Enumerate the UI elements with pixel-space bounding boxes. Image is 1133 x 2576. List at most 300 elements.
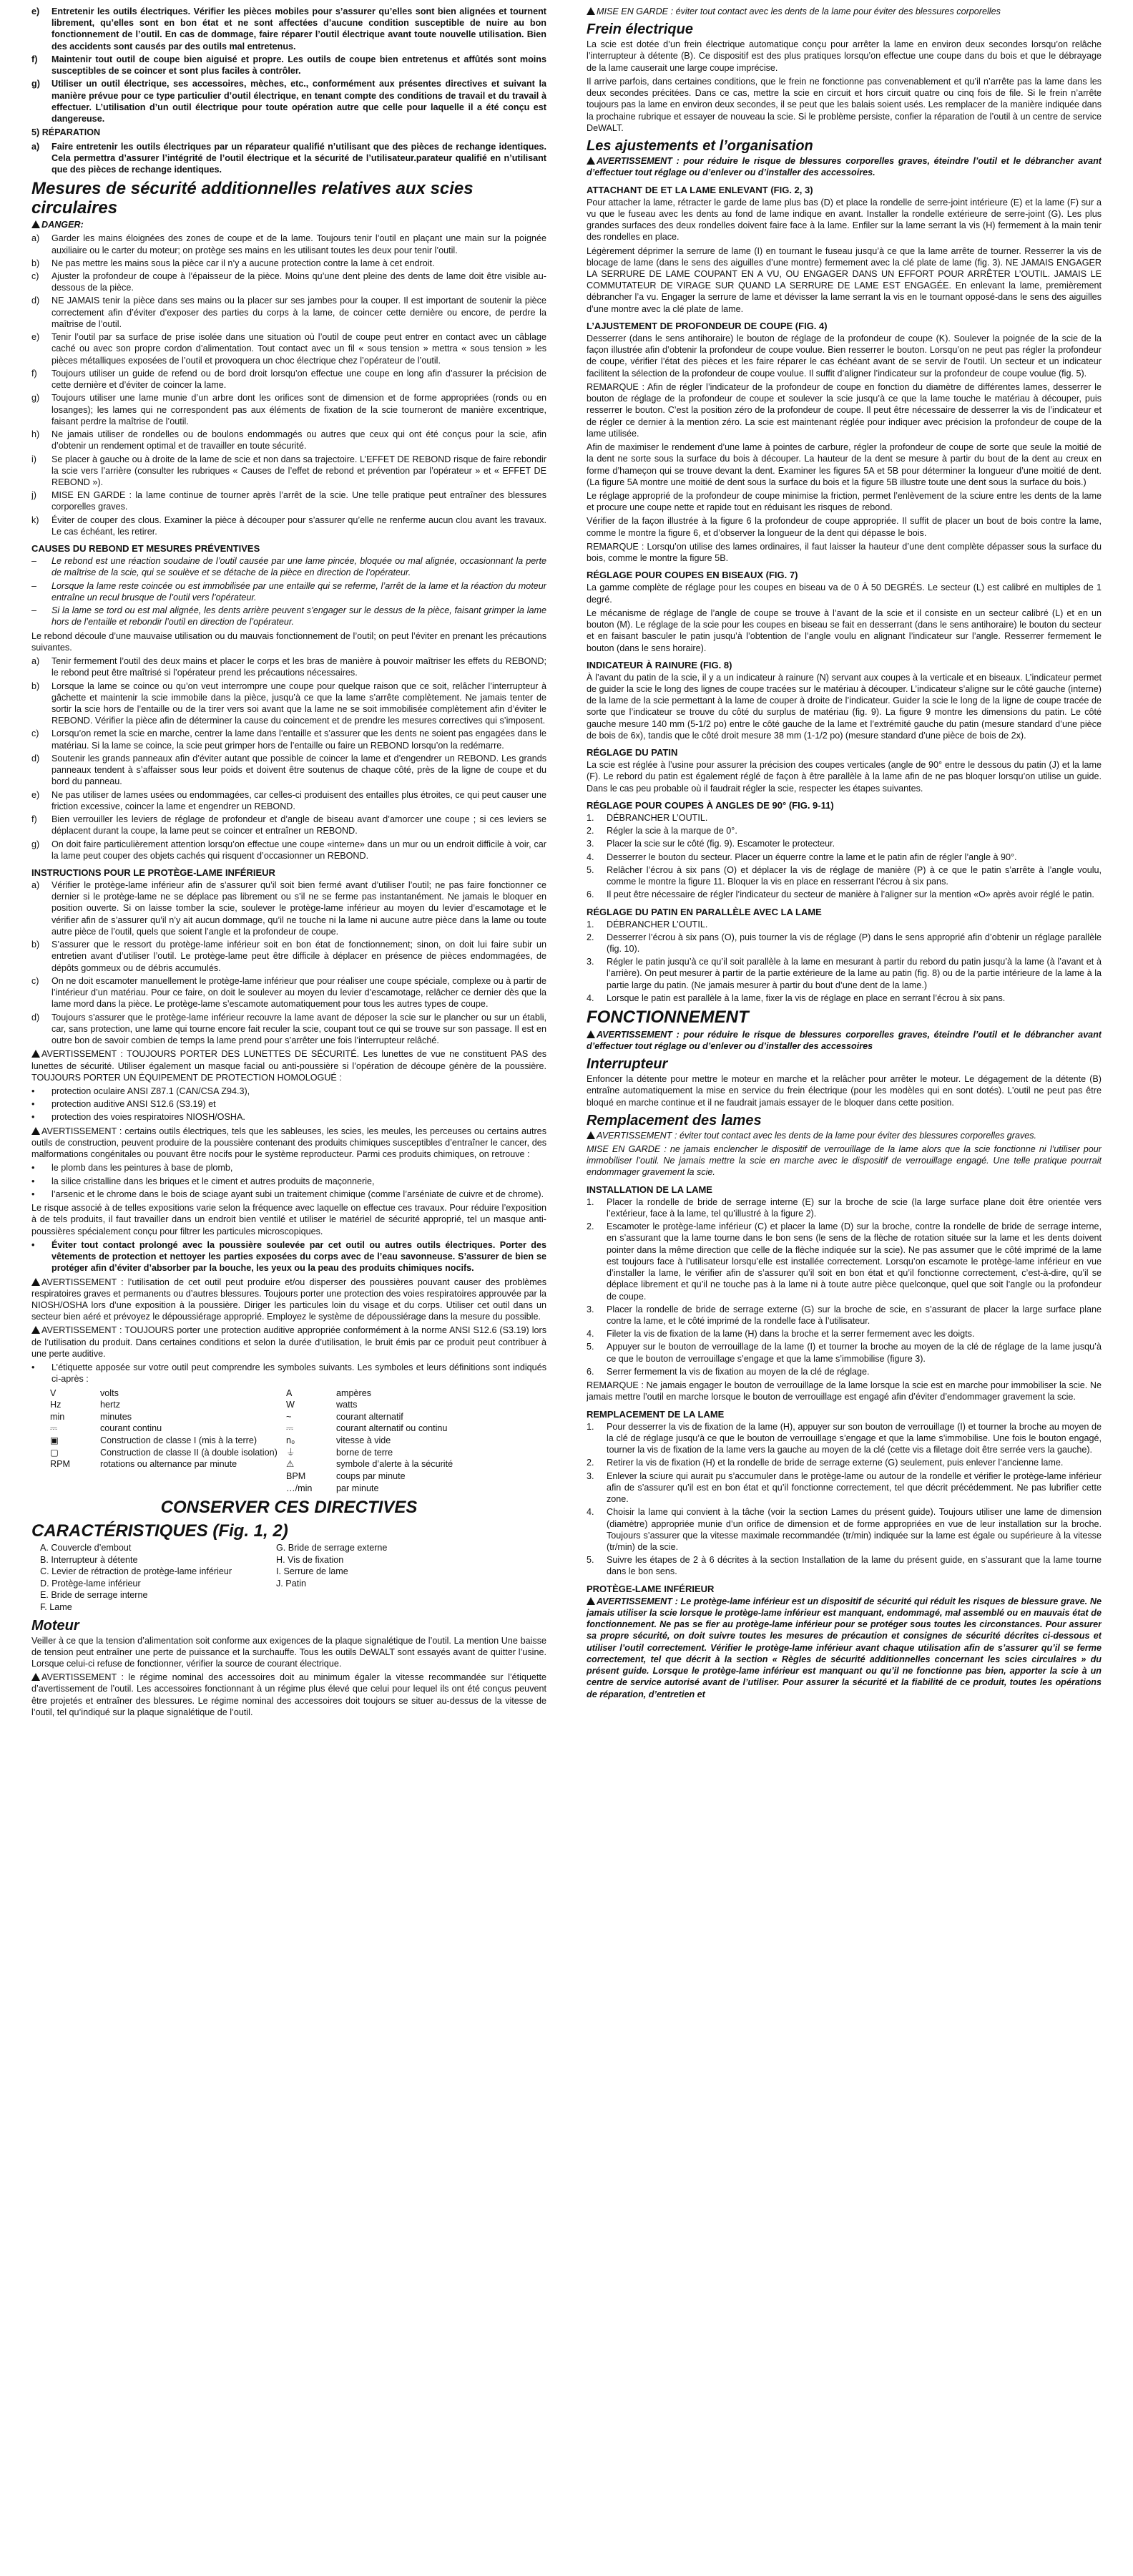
list-item-text: On doit faire particulièrement attention lorsqu’on effectue une coupe «interne» dans un mur ou un endroit difficile à voir, car la lame peut couper des objets cachés qui risquent d’occasionner un REBOND. — [52, 839, 546, 861]
interrupteur-paragraph: Enfoncer la détente pour mettre le moteur en marche et la relâcher pour arrêter le moteur. Le dégagement de la détente (B) entraîne automatiquement la mise en service du frein électrique (pour les modèles qui en sont dotés). L’outil ne peut pas être bloqué en marche continue et il ne faudrait jamais essayer de le bloquer dans cette position. — [587, 1074, 1102, 1108]
features-grid — [40, 1542, 546, 1614]
symbol-definition — [100, 1483, 286, 1495]
ajustements-avertissement-text: AVERTISSEMENT : pour réduire le risque de blessures corporelles graves, éteindre l’outil et le débrancher avant d’effectuer tout réglage ou d’enlever ou d’installer des accessoires. — [587, 156, 1102, 178]
list-item-text: protection auditive ANSI S12.6 (S3.19) et — [52, 1099, 216, 1110]
fonctionnement-heading: FONCTIONNEMENT — [587, 1008, 749, 1028]
list-item-text: Choisir la lame qui convient à la tâche (voir la section Lames du présent guide). Toujours utiliser une lame de dimension (diamètre) appropriée munie d’un orifice de dimension et de forme appropriées en vue de leur installation sur la broche. Toujours s’assurer que la vitesse maximale recommandée (tr/min) indiquée sur la lame est égale ou supérieure à la vitesse (tr/min) de la scie. — [607, 1507, 1102, 1552]
list-item-text: protection des voies respiratoires NIOSH/OSHA. — [52, 1112, 245, 1123]
list-marker: k) — [31, 514, 39, 525]
list-item-text: Appuyer sur le bouton de verrouillage de la lame (I) et tourner la broche au moyen de la clé de réglage de la lame jusqu’à ce que le bouton de verrouillage s’engage et que la lame s’immobilise (figure 3). — [607, 1342, 1102, 1364]
list-item-text: Se placer à gauche ou à droite de la lame de scie et non dans sa trajectoire. L’EFFET DE REBOND risque de faire rebondir la scie vers l’arrière (consulter les rubriques « Causes de l’effet de rebond et prévention par l’opérateur » et « EFFET DE REBOND »). — [52, 454, 546, 487]
avertissement-auditive — [31, 1324, 546, 1360]
bullet-marker: • — [31, 1163, 35, 1174]
list-item-text: Lorsque la lame reste coincée ou est immobilisée par une entaille qui se referme, l’arrêt de la lame et la réaction du moteur entraîne un recul brusque de l’outil vers l’opérateur. — [52, 580, 546, 602]
symbol-glyph: ⚠ — [286, 1459, 295, 1470]
list-item — [31, 939, 546, 974]
interrupteur-heading: Interrupteur — [587, 1056, 668, 1073]
feature-item: H. Vis de fixation — [276, 1554, 344, 1565]
fonctionnement-avertissement-text: AVERTISSEMENT : pour réduire le risque de blessures corporelles graves, éteindre l’outil et le débrancher avant d’effectuer tout réglage ou d’enlever ou d’installer des accessoires — [587, 1029, 1102, 1051]
feature-item: I. Serrure de lame — [276, 1566, 348, 1577]
list-marker: 1. — [587, 1421, 594, 1432]
list-marker: a) — [31, 656, 40, 667]
feature-item: D. Protège-lame inférieur — [40, 1578, 141, 1589]
list-marker: 5. — [587, 864, 594, 875]
symbol-definition: ampères — [336, 1387, 371, 1398]
symbol-definition: volts — [100, 1387, 119, 1398]
symbols-table — [50, 1387, 546, 1494]
list-marker: f) — [31, 368, 37, 379]
list-item-text: Régler le patin jusqu’à ce qu’il soit parallèle à la lame en mesurant à partir du rebord du patin jusqu’à la lame (à l’avant et à l’arrière). On peut mesurer à partir de la partie extérieure de la lame au patin (fig. 8) ou de la partie intérieure de la lame à la partie large du patin. (Ne jamais mesurer à partir du bout d’une dent de la lame.) — [607, 957, 1102, 990]
list-item-text: Serrer fermement la vis de fixation au moyen de la clé de réglage. — [607, 1366, 870, 1377]
symbol-glyph — [50, 1483, 100, 1495]
manual-page — [31, 6, 1102, 2570]
ajustements-heading: Les ajustements et l’organisation — [587, 138, 813, 155]
symbol-definition: symbole d’alerte à la sécurité — [336, 1459, 453, 1470]
symbol-definition: Construction de classe I (mis à la terre) — [100, 1435, 258, 1446]
symbol-glyph: …/min — [286, 1483, 313, 1493]
protege-heading: INSTRUCTIONS POUR LE PROTÈGE-LAME INFÉRIEUR — [31, 867, 275, 879]
biseau-paragraph-1: La gamme complète de réglage pour les coupes en biseau va de 0 À 50 DEGRÉS. Le secteur (L) est calibré en multiples de 1 degré. — [587, 582, 1102, 605]
list-item-text: Régler la scie à la marque de 0°. — [607, 826, 737, 836]
causes-list — [31, 555, 546, 628]
list-marker: h) — [31, 429, 40, 440]
moteur-avertissement — [31, 1672, 546, 1718]
feature-item: F. Lame — [40, 1601, 72, 1612]
feature-item: C. Levier de rétraction de protège-lame inférieur — [40, 1566, 232, 1577]
danger-label — [31, 219, 546, 230]
list-item-text: le plomb dans les peintures à base de plomb, — [52, 1163, 233, 1174]
list-marker: c) — [31, 271, 39, 281]
list-item-text: Éviter tout contact prolongé avec la poussière soulevée par cet outil ou autres outils électriques. Porter des vêtements de protection et nettoyer les parties exposées du corps avec de l’eau savonneuse. S’assurer de bien se protéger afin d’éviter d’absorber par la bouche, les yeux ou la peau des produits chimiques nocifs. — [52, 1239, 546, 1274]
frein-paragraph-2: Il arrive parfois, dans certaines conditions, que le frein ne fonctionne pas convenablement et qu’il n’arrête pas la lame dans les deux secondes précitées. Dans ce cas, mettre la scie en circuit et hors circuit quatre ou cinq fois de file. Si le frein n’arrête toujours pas la lame en environ deux secondes, il se peut que les balais soient usés. Les remplacer de la manière indiquée dans la prochaine rubrique et essayer de nouveau la scie. Si le problème persiste, confier la réparation de l’outil à un centre de service DeWALT. — [587, 76, 1102, 133]
list-item — [587, 838, 1102, 849]
list-marker: 3. — [587, 957, 594, 967]
warning-triangle-icon — [587, 157, 595, 165]
list-marker: 1. — [587, 919, 594, 930]
symbol-definition: Construction de classe II (à double isolation) — [100, 1447, 278, 1458]
list-item-text: Pour desserrer la vis de fixation de la lame (H), appuyer sur son bouton de verrouillage (I) et tourner la broche au moyen de la clé de réglage jusqu’à ce que le bouton de verrouillage s’engage et que la lame s’immobilise. Une fois le bouton engagé, tourner la vis de fixation de la lame vers la gauche au moyen de la clé (cette vis a filetage doit être serrée vers la gauche). — [607, 1421, 1102, 1455]
parallele-list — [587, 919, 1102, 1005]
warning-triangle-icon — [31, 1673, 40, 1681]
list-item — [31, 1085, 546, 1097]
list-item — [587, 812, 1102, 824]
symbol-glyph: Hz — [50, 1400, 62, 1410]
list-marker: f) — [31, 814, 37, 825]
warning-triangle-icon — [31, 220, 40, 228]
list-item-text: Relâcher l’écrou à six pans (O) et déplacer la vis de réglage de manière (P) à ce que le patin s’arrête à l’angle voulu, comme le montre la figure 11. Bloquer la vis en place en resserrant l’écrou à six pans. — [607, 864, 1102, 887]
ajustements-avertissement — [587, 155, 1102, 178]
symbol-definition: courant alternatif — [336, 1411, 403, 1422]
list-marker: d) — [31, 296, 40, 306]
warning-triangle-icon — [587, 1030, 595, 1038]
list-item — [31, 605, 546, 628]
list-item — [587, 1421, 1102, 1456]
symbol-glyph: n₀ — [286, 1435, 295, 1446]
list-item-text: Desserrer l’écrou à six pans (O), puis tourner la vis de réglage (P) dans le sens approprié afin d’obtenir un réglage parallèle (fig. 10). — [607, 932, 1102, 954]
bullet-marker: • — [31, 1239, 35, 1250]
symbol-glyph: ▣ — [50, 1435, 59, 1446]
list-item — [587, 1304, 1102, 1327]
list-item-text: MISE EN GARDE : la lame continue de tourner après l’arrêt de la scie. Une telle pratique peut entraîner des blessures corporelles graves. — [52, 490, 546, 512]
list-item-text: Tenir fermement l’outil des deux mains et placer le corps et les bras de manière à pouvoir maîtriser les effets du REBOND; le rebond peut être maîtrisé si l’opérateur prend les précautions nécessaires. — [52, 656, 546, 678]
avertissement-poussiere — [31, 1126, 546, 1161]
causes-after: Le rebond découle d’une mauvaise utilisation ou du mauvais fonctionnement de l’outil; on peut l’éviter en prenant les précautions suivantes. — [31, 630, 546, 653]
list-marker: 1. — [587, 1196, 594, 1207]
list-item — [31, 429, 546, 452]
attachant-paragraph-2: Légèrement déprimer la serrure de lame (I) en tournant le fuseau jusqu’à ce que la lame arrête de tourner. Resserrer la vis de blocage de lame (dans le sens des aiguilles d’une montre) fermement avec la clé plate de lame (fig. 3). NE JAMAIS ENGAGER LA SERRURE DE LAME COUPANT EN A VU, OU ENGAGER DANS UN EFFORT POUR ARRÊTER L’OUTIL. JAMAIS LE COMMUTATEUR DE VIRAGE SUR QUAND LA SERRURE DE LAME EST ENGAGÉE. En enlevant la lame, premièrement débrancher l’a vu. Engager la serrure de lame et dévisser la lame serrant la vis en le tournant opposé-dans le sens des aiguilles d’une montre avec la clé plate de lame. — [587, 245, 1102, 314]
attachant-heading: ATTACHANT DE ET LA LAME ENLEVANT (FIG. 2, 3) — [587, 184, 813, 195]
profondeur-paragraph-6: REMARQUE : Lorsqu’on utilise des lames ordinaires, il faut laisser la hauteur d’une dent complète dépasser sous la surface du bois, comme le montre la figure 5B. — [587, 541, 1102, 564]
list-item-text: l’arsenic et le chrome dans le bois de sciage ayant subi un traitement chimique (comme l’arséniate de cuivre et de chrome). — [52, 1189, 544, 1199]
attachant-paragraph-1: Pour attacher la lame, rétracter le garde de lame plus bas (D) et place la rondelle de serre-joint intérieure (E) et la lame (F) sur a vu que le fuseau avec les dents au fond de lame indique en avant. Installer la rondelle extérieure de serre-joint (G). Les plus grandes surfaces des deux rondelles doivent faire face à la lame. Enfiler sur la lame serrant la vis (H) fermement à la main tenir des rondelles en place. — [587, 197, 1102, 243]
list-item — [31, 753, 546, 788]
caracteristiques-heading: CARACTÉRISTIQUES (Fig. 1, 2) — [31, 1521, 288, 1541]
mesures-heading: Mesures de sécurité additionnelles relatives aux scies circulaires — [31, 179, 474, 218]
list-item — [31, 54, 546, 77]
list-item — [587, 1457, 1102, 1468]
list-item — [31, 454, 546, 489]
bullet-marker: • — [31, 1362, 35, 1373]
danger-label-text: DANGER: — [41, 220, 84, 230]
list-item-text: Entretenir les outils électriques. Vérifier les pièces mobiles pour s’assurer qu’elles sont bien alignées et tournent librement, qu’elles sont en bon état et ne sont affectées d’aucune condition susceptible de nuire au bon fonctionnement de l’outil. En cas de dommage, faire réparer l’outil électrique avant toute nouvelle utilisation. Bien des accidents sont causés par des outils mal entretenus. — [52, 6, 546, 52]
list-item-text: DÉBRANCHER L’OUTIL. — [607, 812, 708, 823]
left-column — [31, 6, 546, 2570]
list-item — [587, 1554, 1102, 1577]
list-item — [31, 789, 546, 812]
bullet-marker: • — [31, 1176, 35, 1186]
warning-triangle-icon — [587, 1131, 595, 1139]
list-marker: 2. — [587, 1458, 594, 1468]
list-marker: 3. — [587, 1304, 594, 1314]
list-marker: j) — [31, 490, 36, 501]
produits-list — [31, 1162, 546, 1200]
causes-heading: CAUSES DU REBOND ET MESURES PRÉVENTIVES — [31, 543, 260, 555]
avertissement-poussiere-text: AVERTISSEMENT : certains outils électriques, tels que les sableuses, les scies, les meules, les perceuses ou certains autres outils de construction, peuvent produire de la poussière contenant des produits chimiques susceptibles d’entraîner le cancer, des malformations congénitales ou pouvant être nocifs pour le système reproducteur. Parmi ces produits chimiques, on retrouve : — [31, 1126, 546, 1160]
moteur-avertissement-text: AVERTISSEMENT : le régime nominal des accessoires doit au minimum égaler la vitesse recommandée sur l’étiquette d’avertissement de l’outil. Les accessoires fonctionnant à un régime plus élevé que celui pour lequel ils ont été conçus peuvent être projetés et entraîner des blessures. Le régime nominal des accessoires doit toujours se situer au-dessus de la vitesse de l’outil, tel qu’indiqué sur la plaque signalétique de l’outil. — [31, 1672, 546, 1717]
list-item-text: Faire entretenir les outils électriques par un réparateur qualifié n’utilisant que des pièces de rechange identiques. Cela permettra d’assurer l’intégrité de l’outil électrique et la sécurité de l’utilisateur.parateur qualifié en n’utilisant que des pièces de rechange identiques. — [52, 141, 546, 175]
list-marker: 3. — [587, 1470, 594, 1481]
installation-list — [587, 1196, 1102, 1378]
symbol-glyph: A — [286, 1387, 293, 1398]
symbol-glyph: W — [286, 1400, 295, 1410]
list-item-text: S’assurer que le ressort du protège-lame inférieur soit en bon état de fonctionnement; sinon, on doit lui faire subir un entretien avant d’utiliser l’outil. Le protège-lame peut être difficile à déplacer en présence de pièces endommagées, de dépôts gommeux ou de débris accumulés. — [52, 940, 546, 973]
etiquette-list — [31, 1362, 546, 1385]
list-marker: 2. — [587, 826, 594, 836]
rainure-heading: INDICATEUR À RAINURE (FIG. 8) — [587, 659, 732, 670]
profondeur-paragraph-4: Le réglage approprié de la profondeur de coupe minimise la friction, permet l’enlèvement de la sciure entre les dents de la lame et procure une coupe nette et rapide tout en réduisant les risques de rebond. — [587, 490, 1102, 513]
biseau-heading: RÉGLAGE POUR COUPES EN BISEAUX (FIG. 7) — [587, 570, 798, 581]
list-item — [31, 368, 546, 391]
list-item — [587, 992, 1102, 1004]
list-item — [587, 1221, 1102, 1302]
list-item-text: Tenir l’outil par sa surface de prise isolée dans une situation où l’outil de coupe peut entrer en contact avec un câblage caché ou avec son propre cordon d’alimentation. Tout contact avec un fil « sous tension » mettra « sous tension » les pièces métalliques exposées de l’outil et provoquera un choc électrique chez l’opérateur de l’outil. — [52, 332, 546, 366]
list-item — [31, 1189, 546, 1200]
avertissement-lunettes-text: AVERTISSEMENT : TOUJOURS PORTER DES LUNETTES DE SÉCURITÉ. Les lunettes de vue ne constituent PAS des lunettes de sécurité. Utiliser également un masque facial ou anti-poussière si l’opération de découpe génère de la poussière. TOUJOURS PORTER UN ÉQUIPEMENT DE PROTECTION HOMOLOGUÉ : — [31, 1049, 546, 1083]
right-column — [587, 6, 1102, 2570]
bullet-marker: • — [31, 1086, 35, 1096]
reparation-heading: 5) RÉPARATION — [31, 127, 101, 138]
patin-paragraph: La scie est réglée à l’usine pour assurer la précision des coupes verticales (angle de 90° entre le dessous du patin (J) et la lame (F). Le rebord du patin est également réglé de façon à être parallèle à la lame afin de ne pas bloquer lorsqu’on utilise un guide. Dans le cas peu probable où il faudrait régler la scie, respecter les étapes suivantes. — [587, 760, 1102, 794]
bullet-marker: • — [31, 1099, 35, 1110]
mise-en-garde-top-text: MISE EN GARDE : éviter tout contact avec les dents de la lame pour éviter des blessures corporelles — [597, 6, 1001, 16]
list-item-text: Placer la rondelle de bride de serrage externe (G) sur la broche de scie, en s’assurant de placer la large surface plane contre la lame, et le côté imprimé de la rondelle face à l’utilisateur. — [607, 1304, 1102, 1327]
list-item — [31, 728, 546, 751]
list-item-text: Utiliser un outil électrique, ses accessoires, mèches, etc., conformément aux présentes directives et suivant la manière prévue pour ce type particulier d’outil électrique, en tenant compte des conditions de travail et du travail à effectuer. L’utilisation d’un outil électrique pour toute opération autre que celle pour laquelle il a été conçu est dangereuse. — [52, 79, 546, 125]
symbol-glyph: min — [50, 1411, 65, 1422]
list-marker: 4. — [587, 852, 594, 862]
contact-list — [31, 1239, 546, 1274]
list-marker: 6. — [587, 1366, 594, 1377]
list-item-text: Soutenir les grands panneaux afin d’éviter autant que possible de coincer la lame et d’engendrer un REBOND. Les grands panneaux tendent à s’affaisser sous leur poids et doivent être soutenus de chaque côté, près de la ligne de coupe et du bord du panneau. — [52, 753, 546, 787]
remplacement-avertissement-text: AVERTISSEMENT : éviter tout contact avec les dents de la lame pour éviter des blessures corporelles graves. — [597, 1130, 1037, 1141]
list-item — [31, 580, 546, 603]
list-item — [31, 233, 546, 255]
list-item-text: Escamoter le protège-lame inférieur (C) et placer la lame (D) sur la broche, contre la rondelle de bride de serrage interne, en s’assurant que la lame tourne dans le bon sens (le sens de la flèche de rotation située sur la lame et les dents doivent pointer dans la même direction que celle de la flèche indiquée sur la scie). Ne pas assumer que le côté imprimé de la lame est toujours face à l’utilisateur lorsqu’elle est installée correctement. Lorsqu’on escamote le protège-lame inférieur en vue d’installer la lame, le vérifier afin de s’assurer qu’il soit en bon état et qu’il fonctionne correctement, c’est-à-dire, qu’il se déplace librement et qu’il ne touche pas à la lame ni à toute autre pièce quelconque, quel que soit l’angle ou la profondeur de coupe. — [607, 1221, 1102, 1302]
symbol-definition — [100, 1470, 286, 1483]
symbol-definition: vitesse à vide — [336, 1435, 391, 1446]
list-item-text: NE JAMAIS tenir la pièce dans ses mains ou la placer sur ses jambes pour la couper. Il est important de soutenir la pièce correctement afin d’éviter d’exposer des parties du corps à la lame, de coincer cette dernière ou encore, de perdre la maîtrise de l’outil. — [52, 296, 546, 329]
list-item — [587, 825, 1102, 836]
list-item-text: protection oculaire ANSI Z87.1 (CAN/CSA Z94.3), — [52, 1086, 250, 1096]
warning-triangle-icon — [587, 7, 595, 15]
danger-list — [31, 233, 546, 537]
list-item-text: Suivre les étapes de 2 à 6 décrites à la section Installation de la lame du présent guide, en s’assurant que la lame tourne dans le bon sens. — [607, 1555, 1102, 1577]
feature-item — [276, 1589, 534, 1601]
list-item — [31, 680, 546, 727]
list-item — [587, 1506, 1102, 1553]
list-item — [31, 6, 546, 52]
symbol-definition: courant continu — [100, 1423, 162, 1434]
biseau-paragraph-2: Le mécanisme de réglage de l’angle de coupe se trouve à l’avant de la scie et il consiste en un secteur calibré (L) et en un bouton (M). Le réglage de la scie pour les coupes en biseau se fait en desserrant (dans le sens antihoraire) le bouton du secteur et en faisant basculer le patin jusqu’à l’obtention de l’angle voulu en alignant l’indicateur sur l’angle. Resserrer fermement le bouton (dans le sens horaire). — [587, 608, 1102, 653]
warning-triangle-icon — [31, 1050, 40, 1058]
avertissement-respiratoire-text: AVERTISSEMENT : l’utilisation de cet outil peut produire et/ou disperser des poussières pouvant causer des problèmes respiratoires graves et permanents ou d’autres blessures. Toujours porter une protection des voies respiratoires approuvée par la NIOSH/OSHA lors d’une exposition à la poussière. Diriger les particules loin du visage et du corps. Utiliser cet outil dans un secteur bien aéré et prévoyez le dépoussiérage approprié. Employez le système de dépoussiérage dans la mesure du possible. — [31, 1277, 546, 1322]
list-marker: b) — [31, 258, 40, 268]
list-item-text: Lorsque la lame se coince ou qu’on veut interrompre une coupe pour quelque raison que ce soit, relâcher l’interrupteur à gâchette et maintenir la scie immobile dans la pièce, jusqu’à ce que la lame s’arrête complètement. Ne jamais tenter de sortir la scie hors de l’entaille ou de la tirer vers soi avant que la lame ne se soit immobilisée complètement afin d’éviter le REBOND. Vérifier la pièce afin de déterminer la cause du coincement et de prendre les mesures correctives qui s’imposent. — [52, 680, 546, 726]
profondeur-heading: L’AJUSTEMENT DE PROFONDEUR DE COUPE (FIG. 4) — [587, 320, 828, 331]
moteur-heading: Moteur — [31, 1617, 79, 1634]
patin-heading: RÉGLAGE DU PATIN — [587, 747, 678, 758]
warning-triangle-icon — [31, 1127, 40, 1135]
list-item-text: DÉBRANCHER L’OUTIL. — [607, 919, 708, 930]
list-marker: f) — [31, 54, 38, 64]
angles-heading: RÉGLAGE POUR COUPES À ANGLES DE 90° (FIG. 9-11) — [587, 799, 834, 811]
remplacement-lame-heading: REMPLACEMENT DE LA LAME — [587, 1408, 725, 1420]
list-marker: e) — [31, 789, 40, 800]
list-item-text: On ne doit escamoter manuellement le protège-lame inférieur que pour réaliser une coupe spéciale, complexe ou à partir de l’intérieur d’un matériau. Pour ce faire, on doit le soulever au moyen du levier d’escamotage, relâcher ce dernier dès que la lame mord dans la pièce. Le protège-lame s’escamote automatiquement pour tous les autres types de coupe. — [52, 975, 546, 1010]
list-item — [31, 141, 546, 176]
list-item — [31, 489, 546, 512]
list-item — [31, 839, 546, 862]
list-marker: a) — [31, 141, 40, 152]
warning-triangle-icon — [31, 1278, 40, 1286]
list-item — [587, 852, 1102, 863]
feature-item: E. Bride de serrage interne — [40, 1590, 148, 1601]
symbol-definition: rotations ou alternance par minute — [100, 1459, 237, 1470]
list-item — [587, 864, 1102, 887]
list-item — [587, 1470, 1102, 1506]
list-item — [587, 932, 1102, 955]
feature-item: B. Interrupteur à détente — [40, 1554, 138, 1565]
list-marker: 1. — [587, 812, 594, 823]
list-item-text: Le rebond est une réaction soudaine de l’outil causée par une lame pincée, bloquée ou mal alignée, occasionnant la perte de maîtrise de la scie, qui se soulève et se détache de la pièce en direction de l’opérateur. — [52, 556, 546, 578]
list-marker: – — [31, 580, 37, 591]
list-item — [31, 1012, 546, 1047]
list-item-text: Si la lame se tord ou est mal alignée, les dents arrière peuvent s’engager sur le dessus de la pièce, faisant grimper la lame hors de l’entaille et rebondir l’outil en direction de l’opérateur. — [52, 605, 546, 628]
feature-item: A. Couvercle d’embout — [40, 1542, 132, 1553]
list-item-text: Garder les mains éloignées des zones de coupe et de la lame. Toujours tenir l’outil en plaçant une main sur la poignée auxiliaire ou le carter du moteur; on protège ses mains en les utilisant toutes les deux pour tenir l’outil. — [52, 233, 546, 255]
profondeur-paragraph-1: Desserrer (dans le sens antihoraire) le bouton de réglage de la profondeur de coupe (K). Soulever la poignée de la scie de la façon illustrée afin d’obtenir la profondeur de coupe voulue. Bien resserrer le bouton. Lorsqu’on ne peut pas régler la profondeur de coupe, vérifier l’état des pièces et les faire réparer le cas échéant avant de se servir de l’outil. Un secteur et un indicateur facilitent la sélection de la profondeur de coupe voulue. Il suffit d’aligner l’indicateur sur la profondeur de coupe voulue (fig. 5). — [587, 333, 1102, 379]
protege-lame-avertissement-text: AVERTISSEMENT : Le protège-lame inférieur est un dispositif de sécurité qui réduit les risques de blessure grave. Ne jamais utiliser la scie lorsque le protège-lame inférieur est manquant, endommagé, mal assemblé ou en mauvais état de fonctionnement. Ne pas se fier au protège-lame inférieur pour se protéger sous toutes les circonstances. Pour assurer sa propre sécurité, on doit suivre toutes les mesures de précaution et consignes de sécurité décrites ci-dessous et utiliser l’outil correctement. Vérifier le protège-lame inférieur avant chaque utilisation afin de s’assurer qu’il se ferme correctement, tel que décrit à la section « Règles de sécurité additionnelles concernant les scies circulaires » du présent guide. Lorsque le protège-lame inférieur est manquant ou qu’il ne fonctionne pas bien, apporter la scie à un centre de service autorisé avant de l’utiliser. Pour assurer la sécurité et la fiabilité de ce produit, toutes les opérations de réparation, d’entretien et — [587, 1596, 1102, 1699]
symbol-glyph: ⎓ — [50, 1423, 58, 1434]
feature-item — [276, 1601, 534, 1614]
frein-paragraph-1: La scie est dotée d’un frein électrique automatique conçu pour arrêter la lame en environ deux secondes lorsqu’on relâche l’interrupteur à détente (B). Ce dispositif est des plus pratiques lorsqu’on effectue une coupe dans du bois et que le débrayage de la lame causerait une large coupe imprécise. — [587, 39, 1102, 73]
list-item — [31, 655, 546, 678]
symbol-definition: coups par minute — [336, 1470, 406, 1481]
list-item — [31, 879, 546, 937]
installation-remarque: REMARQUE : Ne jamais engager le bouton de verrouillage de la lame lorsque la scie est en marche pour immobiliser la scie. Ne jamais mettre l’outil en marche lorsque le bouton de verrouillage est engagé afin d’éviter d’endommager gravement la scie. — [587, 1380, 1102, 1402]
list-item-text: Fileter la vis de fixation de la lame (H) dans la broche et la serrer fermement avec les doigts. — [607, 1329, 975, 1340]
rainure-paragraph: À l’avant du patin de la scie, il y a un indicateur à rainure (N) servant aux coupes à la verticale et en biseaux. L’indicateur permet de guider la scie le long des lignes de coupe tracées sur le matériau à découper. L’indicateur s’aligne sur le côté gauche (interne) de la lame de la scie permettant à la lame de couper à droite de l’indicateur. Guider la scie le long de la ligne de coupe tracée de sorte que l’indicateur se trouve du côté du surplus de matériau (fig. 9). La figure 9 montre les dimensions du patin. Le côté gauche mesure 140 mm (5-1/2 po) entre le côté gauche de la lame et l’extrémité gauche du patin (mesure standard d’une pièce de bois de 6x), tandis que le côté droit mesure 38 mm (1-1/2 po) (mesure standard d’une pièce de bois de 2x). — [587, 672, 1102, 741]
list-item — [587, 919, 1102, 930]
list-item-text: Retirer la vis de fixation (H) et la rondelle de bride de serrage externe (G) seulement, puis enlever l’ancienne lame. — [607, 1458, 1064, 1468]
remplacement-avertissement — [587, 1130, 1102, 1141]
list-item — [31, 1098, 546, 1110]
list-marker: 4. — [587, 1507, 594, 1518]
list-marker: 4. — [587, 992, 594, 1003]
list-item — [31, 295, 546, 330]
list-item — [31, 1239, 546, 1274]
list-item — [587, 1328, 1102, 1340]
list-item — [31, 1362, 546, 1385]
profondeur-paragraph-2: REMARQUE : Afin de régler l’indicateur de la profondeur de coupe en fonction du diamètre de différentes lames, desserrer le bouton de réglage de la profondeur de coupe et soulever la scie jusqu’à ce que la lame touche le matériau à découper, puis resserrer le bouton. C’est la position zéro de la profondeur de coupe. Il peut être nécessaire de desserrer la vis de l’indicateur et de régler ce dernier à la mention zéro. La scie est maintenant réglée pour indiquer avec précision la profondeur de coupe de la lame utilisée. — [587, 381, 1102, 439]
list-item — [31, 814, 546, 836]
list-item-text: Toujours utiliser un guide de refend ou de bord droit lorsqu’on effectue une coupe en long afin d’assurer la précision de cette dernière et d’éviter de coincer la lame. — [52, 368, 546, 391]
symbol-glyph: ▢ — [50, 1447, 59, 1458]
list-item — [31, 514, 546, 537]
avertissement-lunettes — [31, 1048, 546, 1083]
symbol-definition: minutes — [100, 1411, 132, 1422]
list-item-text: Lorsque le patin est parallèle à la lame, fixer la vis de réglage en place en serrant l’écrou à six pans. — [607, 992, 1006, 1003]
list-item — [31, 1162, 546, 1174]
list-item-text: Toujours utiliser une lame munie d’un arbre dont les orifices sont de dimension et de forme appropriées (ronds ou en losanges); les lames qui ne correspondent pas aux éléments de fixation de la scie tourneront de manière excentrique, faisant perdre la maîtrise de l’outil. — [52, 393, 546, 426]
list-item — [31, 975, 546, 1010]
list-item-text: Enlever la sciure qui aurait pu s’accumuler dans le protège-lame ou autour de la rondelle et vérifier le protège-lame inférieur afin de s’assurer qu’il est en bon état et qu’il fonctionne correctement, tel que décrit précédemment. Ne pas lubrifier cette zone. — [607, 1470, 1102, 1505]
list-item-text: Ne pas mettre les mains sous la pièce car il n’y a aucune protection contre la lame à cet endroit. — [52, 258, 435, 268]
list-marker: b) — [31, 940, 40, 950]
reparation-list — [31, 141, 546, 176]
maintenance-list — [31, 6, 546, 125]
list-item — [587, 889, 1102, 900]
list-marker: 6. — [587, 889, 594, 900]
remplacement-heading: Remplacement des lames — [587, 1112, 762, 1128]
list-item — [31, 392, 546, 427]
symbol-definition: watts — [336, 1400, 358, 1410]
risque-paragraph: Le risque associé à de telles expositions varie selon la fréquence avec laquelle on effectue ces travaux. Pour réduire l’exposition à de tels produits, il faut travailler dans un endroit bien ventilé et utiliser le matériel de sécurité approprié, tel un masque anti-poussières spécialement conçu pour filtrer les particules microscopiques. — [31, 1203, 546, 1236]
list-item — [587, 1366, 1102, 1377]
feature-item: J. Patin — [276, 1578, 306, 1589]
list-marker: e) — [31, 332, 40, 343]
list-marker: a) — [31, 233, 40, 244]
list-marker: c) — [31, 975, 39, 986]
list-marker: c) — [31, 728, 39, 739]
protege-list — [31, 879, 546, 1046]
list-marker: 4. — [587, 1329, 594, 1340]
warning-triangle-icon — [31, 1326, 40, 1334]
symbol-definition: par minute — [336, 1483, 379, 1493]
angles-list — [587, 812, 1102, 901]
list-item-text: Il peut être nécessaire de régler l’indicateur du secteur de manière à l’aligner sur la mention «O» après avoir réglé le patin. — [607, 889, 1094, 900]
list-item — [31, 555, 546, 578]
list-marker: d) — [31, 753, 40, 763]
list-item-text: Ajuster la profondeur de coupe à l’épaisseur de la pièce. Moins qu’une dent pleine des dents de lame doit être visible au-dessous de la pièce. — [52, 271, 546, 293]
list-item — [587, 956, 1102, 991]
parallele-heading: RÉGLAGE DU PATIN EN PARALLÈLE AVEC LA LAME — [587, 906, 822, 917]
list-marker: 5. — [587, 1342, 594, 1352]
remplacement-lame-list — [587, 1421, 1102, 1578]
list-marker: g) — [31, 393, 40, 404]
avertissement-auditive-text: AVERTISSEMENT : TOUJOURS porter une protection auditive appropriée conformément à la norme ANSI S12.6 (S3.19) lors de l’utilisation du produit. Dans certaines conditions et selon la durée d’utilisation, le bruit émis par ce produit peut contribuer à une perte auditive. — [31, 1325, 546, 1359]
symbol-glyph: V — [50, 1387, 57, 1398]
list-marker: d) — [31, 1012, 40, 1023]
list-marker: i) — [31, 454, 36, 464]
protege-lame-heading: PROTÈGE-LAME INFÉRIEUR — [587, 1583, 715, 1594]
list-item — [587, 1196, 1102, 1219]
list-marker: a) — [31, 880, 40, 891]
list-marker: – — [31, 556, 37, 567]
symbol-definition: courant alternatif ou continu — [336, 1423, 448, 1434]
list-item — [31, 1111, 546, 1123]
list-marker: 2. — [587, 1221, 594, 1232]
list-item-text: Vérifier le protège-lame inférieur afin de s’assurer qu’il soit bien fermé avant d’utiliser l’outil; ne pas faire fonctionner ce dernier si le protège-lame ne se déplace pas librement ou s’il ne se ferme pas instantanément. Ne jamais le bloquer en position ouverte. Si on laisse tomber la scie, soulever le protège-lame inférieur au moyen du levier d’escamotage et le vérifier afin de s’assurer qu’il n’y ait aucun dommage, qu’il ne touche ni la lame ni aucune autre pièce dans la lame ou toute autre pièce de l’outil, quels que soient l’angle et la profondeur de coupe. — [52, 880, 546, 937]
symbol-definition: hertz — [100, 1400, 120, 1410]
list-item-text: Toujours s’assurer que le protège-lame inférieur recouvre la lame avant de déposer la scie sur le plancher ou sur un établi, car, sans protection, une lame qui tourne encore fait reculer la scie, coupant tout ce qui se trouve sur son passage. Il est en outre bon de savoir combien de temps la lame prend pour s’arrêter une fois l’interrupteur relâché. — [52, 1012, 546, 1046]
list-item-text: Éviter de couper des clous. Examiner la pièce à découper pour s’assurer qu’elle ne renferme aucun clou avant les travaux. Le cas échéant, les retirer. — [52, 514, 546, 537]
list-item-text: Placer la rondelle de bride de serrage interne (E) sur la broche de scie (la large surface plane doit être orientée vers l’extérieur, face à la lame, tel qu’illustré à la figure 2). — [607, 1196, 1102, 1219]
bullet-marker: • — [31, 1112, 35, 1123]
list-marker: g) — [31, 79, 40, 89]
feature-item: G. Bride de serrage externe — [276, 1542, 388, 1553]
remplacement-mise-en-garde: MISE EN GARDE : ne jamais enclencher le dispositif de verrouillage de la lame alors que la scie fonctionne ni l’utiliser pour immobiliser l’outil. Ne jamais mettre la scie en marche avec le dispositif de verrouillage engagé. Une telle pratique pourrait endommager gravement la scie. — [587, 1143, 1102, 1178]
symbol-glyph: ⎓ — [286, 1423, 294, 1434]
symbol-glyph: ⏚ — [286, 1447, 295, 1458]
symbol-glyph — [50, 1470, 100, 1483]
mise-en-garde-top — [587, 6, 1102, 17]
prevent-list — [31, 655, 546, 862]
symbol-glyph: RPM — [50, 1459, 70, 1470]
list-item-text: Maintenir tout outil de coupe bien aiguisé et propre. Les outils de coupe bien entretenus et affûtés sont moins susceptibles de se coincer et sont plus faciles à contrôler. — [52, 54, 546, 77]
list-marker: g) — [31, 839, 40, 849]
list-marker: e) — [31, 6, 40, 16]
conserver-heading: CONSERVER CES DIRECTIVES — [160, 1498, 418, 1518]
list-item — [31, 258, 546, 269]
list-marker: – — [31, 605, 37, 616]
profondeur-paragraph-3: Afin de maximiser le rendement d’une lame à pointes de carbure, régler la profondeur de coupe de sorte que seule la moitié de la dent ne sorte sous la surface du bois à découper. La hauteur de la dent se mesure à partir du bout de la dent au creux en forme d’hameçon qui se trouve devant la dent. Examiner les figures 5A et 5B pour déterminer la longueur d’une moitié de dent. (La figure 5A montre une moitié de dent sous la surface du bois et la figure 5B illustre toute une dent sous la surface du bois.) — [587, 442, 1102, 487]
warning-triangle-icon — [587, 1597, 595, 1605]
list-item-text: Ne jamais utiliser de rondelles ou de boulons endommagés ou autres que ceux qui ont été conçus pour la scie, afin d’obtenir un rendement optimal et de travailler en toute sécurité. — [52, 429, 546, 452]
profondeur-paragraph-5: Vérifier de la façon illustrée à la figure 6 la profondeur de coupe appropriée. Il suffit de placer un bout de bois contre la lame, comme le montre la figure 6, et d’observer la longueur de la dent qui dépasse le bois. — [587, 516, 1102, 538]
list-item-text: Desserrer le bouton du secteur. Placer un équerre contre la lame et le patin afin de régler l’angle à 90°. — [607, 852, 1017, 862]
list-item-text: la silice cristalline dans les briques et le ciment et autres produits de maçonnerie, — [52, 1176, 375, 1186]
fonctionnement-avertissement — [587, 1029, 1102, 1052]
list-item — [31, 270, 546, 293]
installation-heading: INSTALLATION DE LA LAME — [587, 1184, 712, 1195]
list-item-text: Bien verrouiller les leviers de réglage de profondeur et d’angle de biseau avant d’amorcer une coupe ; si ces leviers se déplacent durant la coupe, la lame peut se coincer et entraîner un REBOND. — [52, 814, 546, 836]
bullet-marker: • — [31, 1189, 35, 1199]
list-item-text: Ne pas utiliser de lames usées ou endommagées, car celles-ci produisent des entailles plus étroites, ce qui peut causer une friction excessive, coincer la lame et engendrer un REBOND. — [52, 789, 546, 811]
list-item — [31, 1176, 546, 1187]
list-marker: 3. — [587, 839, 594, 849]
list-item — [587, 1341, 1102, 1364]
